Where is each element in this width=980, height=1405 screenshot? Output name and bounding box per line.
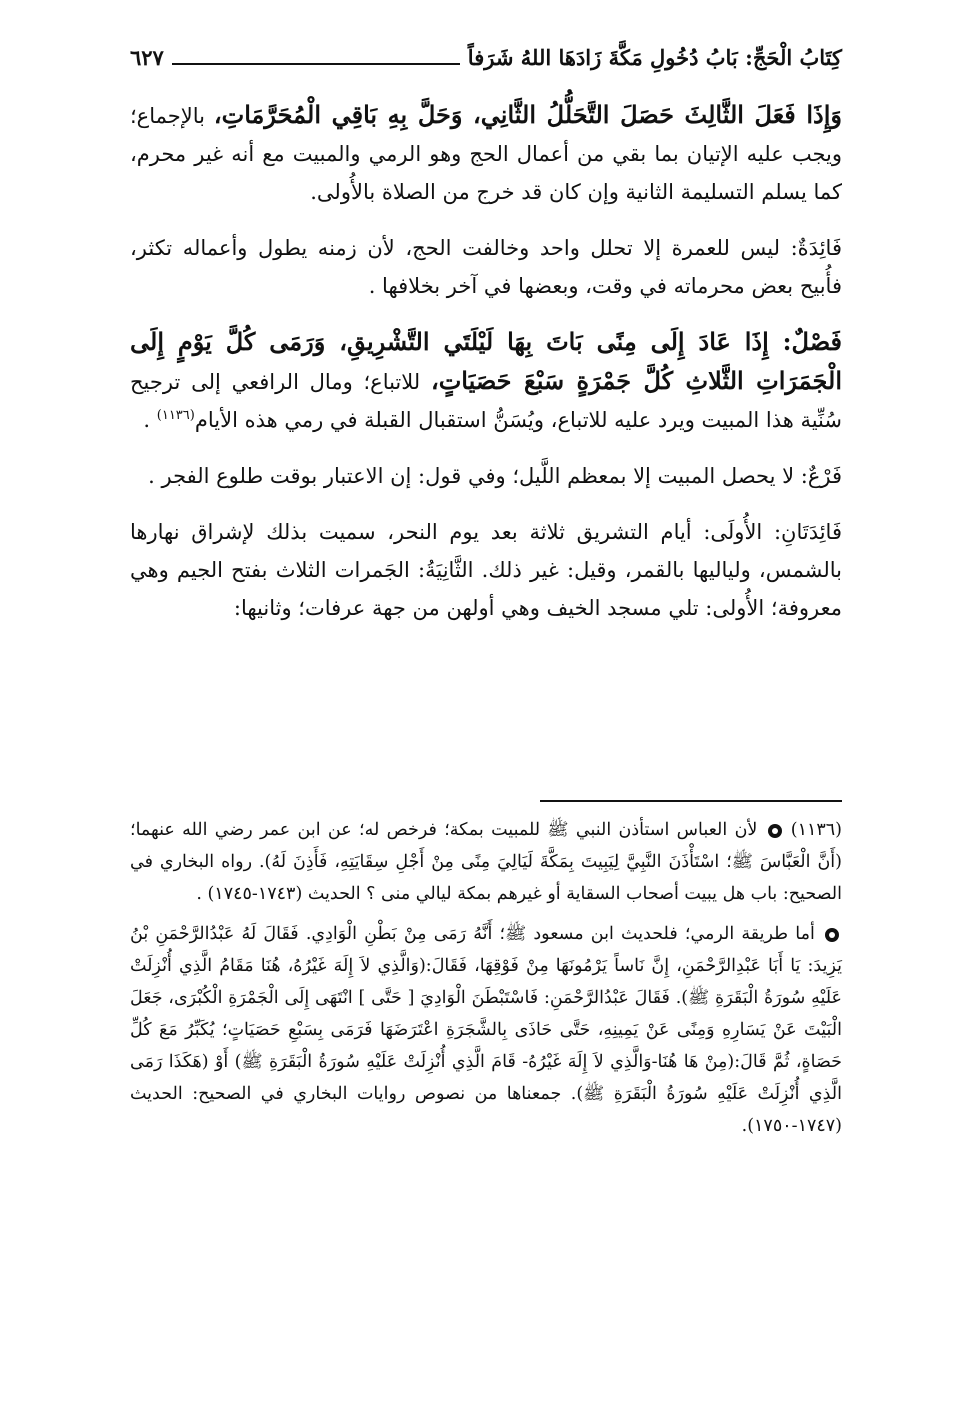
page-header [130,34,842,74]
footnotes [130,814,842,1150]
bullet-icon [825,928,839,942]
sharh-text: بالإجماع؛ ويجب عليه الإتيان بما بقي من أعمال الحج وهو الرمي والمبيت مع أنه غير محرم، كما يسلم التسليمة الثانية وإن كان قد خرج من الصلاة بالأُولى. [130,104,842,204]
page-number: ٦٢٧ [130,45,164,70]
sharh-text-end: . [143,408,157,432]
paragraph-label: فَرْعٌ: [800,464,842,488]
running-title: كِتَابُ الْحَجِّ: بَابُ دُخُولِ مَكَّةَ زَادَهَا اللهُ شَرَفاً [467,45,842,70]
paragraph [130,96,842,211]
sharh-text: لا يحصل المبيت إلا بمعظم اللَّيل؛ وفي قول: إن الاعتبار بوقت طلوع الفجر . [148,464,801,488]
paragraph [130,457,842,495]
sharh-text: للاتباع؛ ومال الرافعي إلى ترجيح سُنِّية هذا المبيت ويرد عليه للاتباع، ويُسَنُّ استقبال القبلة في رمي هذه الأيام [130,370,842,432]
matn-text: وَإِذَا فَعَلَ الثَّالِثَ حَصَلَ التَّحَلُّلُ الثَّانِي، وَحَلَّ بِهِ بَاقِي الْمُحَرَّمَاتِ، [213,100,843,129]
paragraph-label: فَائِدَتَانِ: [773,520,842,544]
sharh-text: الأُولَى: أيام التشريق ثلاثة بعد يوم النحر، سميت بذلك لإشراق نهارها بالشمس، ولياليها بالقمر، وقيل: غير ذلك. الثَّانِيَةُ: الجَمرات الثلاث بفتح الجيم وهي معروفة؛ الأُولى: تلي مسجد الخيف وهي أولهن من جهة عرفات؛ وثانيها: [130,520,842,620]
header-rule [172,63,460,65]
footnote-reference: (١١٣٦) [156,408,195,423]
footnote-text: أما طريقة الرمي؛ فلحديث ابن مسعود ﷺ؛ أَنَّهُ رَمَى مِنْ بَطْنِ الْوَادِي. فَقَالَ لَهُ عَبْدُالرَّحْمَنِ بْنُ يَزِيدَ: يَا أَبَا عَبْدِالرَّحْمَنِ، إِنَّ نَاساً يَرْمُونَهَا مِنْ فَوْقِهَا، فَقَالَ:(وَالَّذِي لاَ إِلَهَ غَيْرُهُ، هُنَا مَقَامُ الَّذِي أُنْزِلَتْ عَلَيْهِ سُورَةُ الْبَقَرَةِ ﷺ). فَقَالَ عَبْدُالرَّحْمَنِ: فَاسْتَبْطَنَ الْوَادِيَ [ حَتَّى ] انْتَهَى إِلَى الْجَمْرَةِ الْكُبْرَى، جَعَلَ الْبَيْتَ عَنْ يَسَارِهِ وَمِنًى عَنْ يَمِينِهِ، حَتَّى حَاذَى بِالشَّجَرَةِ اعْتَرَضَهَا فَرَمَى بِسَبْعِ حَصَيَاتٍ؛ يُكَبِّرُ مَعَ كُلِّ حَصَاةٍ، ثُمَّ قَالَ:(مِنْ هَا هُنَا-وَالَّذِي لاَ إِلَهَ غَيْرُهُ- قَامَ الَّذِي أُنْزِلَتْ عَلَيْهِ سُورَةُ الْبَقَرَةِ ﷺ) أَوْ (هَكَذَا رَمَى الَّذِي أُنْزِلَتْ عَلَيْهِ سُورَةُ الْبَقَرَةِ ﷺ). جمعناها من نصوص روايات البخاري في الصحيح: الحديث (١٧٤٧-١٧٥٠). [130,924,842,1136]
bullet-icon [768,824,782,838]
footnote-number: (١١٣٦) [790,820,842,840]
paragraph-label: فَائِدَةٌ: [790,236,842,260]
sharh-text: ليس للعمرة إلا تحلل واحد وخالفت الحج، لأن زمنه يطول وأعماله تكثر، فأُبيح بعض محرماته في وقت، وبعضها في آخر بخلافها . [130,236,842,298]
paragraph [130,513,842,627]
footnote-divider [540,800,842,802]
footnote [130,918,842,1142]
paragraph [130,229,842,305]
paragraph [130,323,842,439]
matn-text: فَصْلٌ: إِذَا عَادَ إِلَى مِنًى بَاتَ بِهَا لَيْلَتَي التَّشْرِيقِ، وَرَمَى كُلَّ يَوْمٍ إِلَى الْجَمَرَاتِ الثَّلاثِ كُلَّ جَمْرَةٍ سَبْعَ حَصَيَاتٍ، [130,327,842,395]
main-text [130,96,842,645]
footnote-text: لأن العباس استأذن النبي ﷺ للمبيت بمكة؛ فرخص له؛ عن ابن عمر رضي الله عنهما؛ (أَنَّ الْعَبَّاسَ ﷺ؛ اسْتَأْذَنَ النَّبِيَّ لِيَبِيتَ بِمَكَّةَ لَيَالِيَ مِنًى مِنْ أَجْلِ سِقَايَتِهِ، فَأَذِنَ لَهُ). رواه البخاري في الصحيح: باب هل يبيت أصحاب السقاية أو غيرهم بمكة ليالي منى ؟ الحديث (١٧٤٣-١٧٤٥) . [130,820,842,904]
footnote [130,814,842,910]
